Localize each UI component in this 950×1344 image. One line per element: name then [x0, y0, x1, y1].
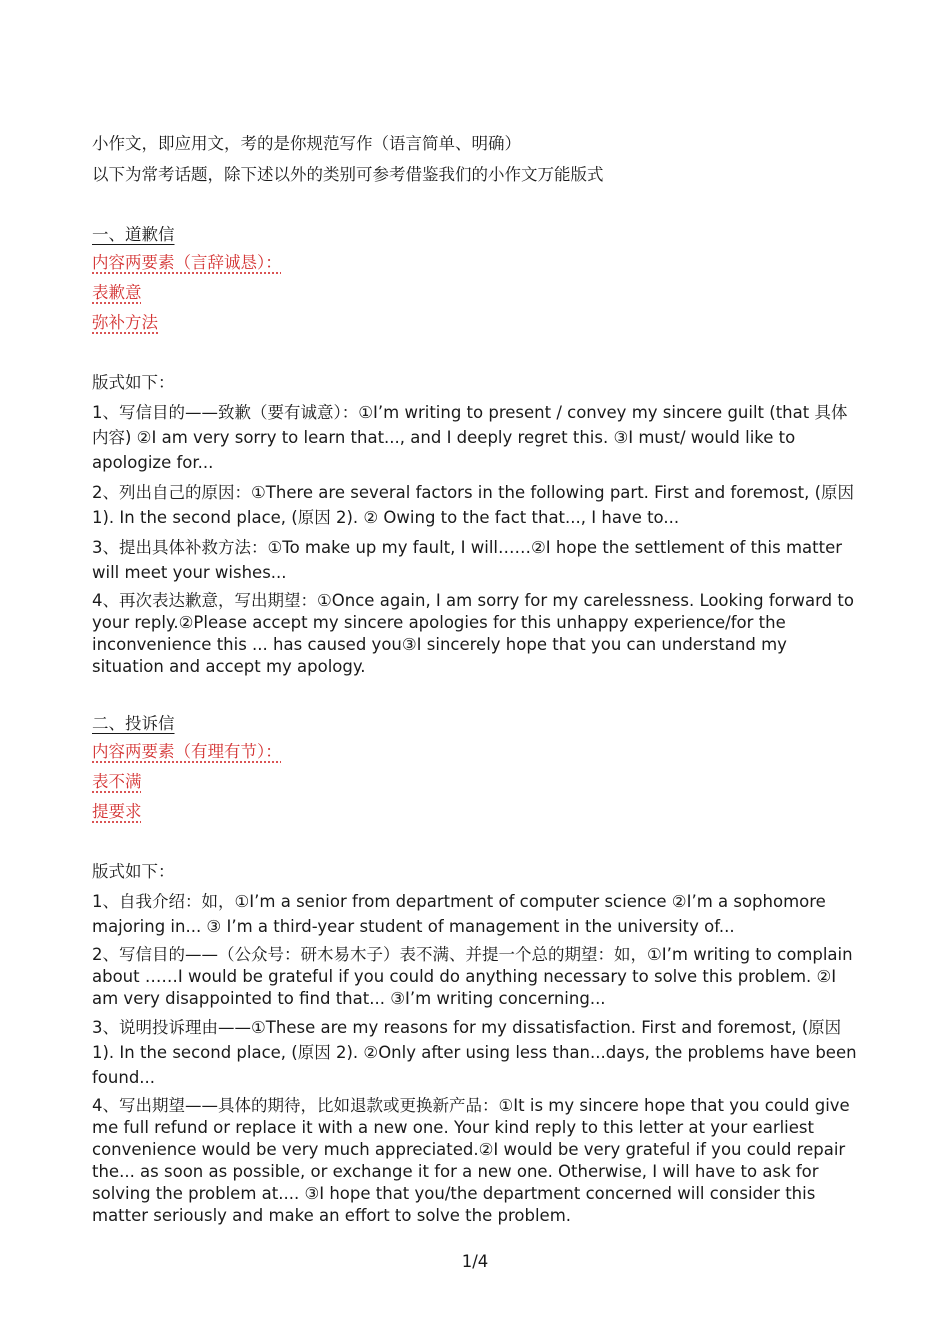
- spacer: [92, 342, 862, 372]
- apology-item-1: 1、写信目的——致歉（要有诚意）：①I’m writing to present / convey my sincere guilt (that 具体内容) ②I am very sorry to learn that..., and I deeply regret this. ③I must/ would like to apologize for...: [92, 403, 848, 472]
- section-heading-apology: 一、道歉信: [92, 225, 175, 244]
- document-body: [92, 133, 862, 1232]
- element-apology-1: 表歉意: [92, 283, 142, 302]
- apology-item-2: 2、列出自己的原因：①There are several factors in the following part. First and foremost, (原因 1). In the second place, (原因 2). ② Owing to the fact that..., I have to...: [92, 483, 855, 527]
- apology-item-4: 4、再次表达歉意，写出期望：①Once again, I am sorry for my carelessness. Looking forward to your reply.②Please accept my sincere apologies for this unhappy experience/for the inconvenience this ... has caused you③I sincerely hope that you can understand my situation and accept my apology.: [92, 591, 854, 676]
- elements-title-apology: 内容两要素（言辞诚恳）：: [92, 253, 282, 272]
- complaint-item-4: 4、写出期望——具体的期待，比如退款或更换新产品：①It is my sincere hope that you could give me full refund or replace it with a new one. Your kind reply to this letter at your earliest convenience would be very much appreciated.②I would be very grateful if you could repair the... as soon as possible, or exchange it for a new one. Otherwise, I will have to ask for solving the problem at.... ③I hope that you/the department concerned will consider this matter seriously and make an effort to solve the problem.: [92, 1096, 850, 1225]
- apology-item-3: 3、提出具体补救方法：①To make up my fault, I will……②I hope the settlement of this matter will meet your wishes...: [92, 538, 843, 582]
- spacer: [92, 831, 862, 861]
- format-label-complaint: 版式如下：: [92, 862, 175, 881]
- complaint-item-3: 3、说明投诉理由——①These are my reasons for my dissatisfaction. First and foremost, (原因 1). In the second place, (原因 2). ②Only after using less than...days, the problems have been found...: [92, 1018, 857, 1087]
- format-label-apology: 版式如下：: [92, 373, 175, 392]
- intro-line-1: 小作文，即应用文，考的是你规范写作（语言简单、明确）: [92, 134, 521, 153]
- spacer: [92, 683, 862, 713]
- element-complaint-1: 表不满: [92, 772, 142, 791]
- elements-title-complaint: 内容两要素（有理有节）：: [92, 742, 282, 761]
- element-apology-2: 弥补方法: [92, 313, 158, 332]
- element-complaint-2: 提要求: [92, 802, 142, 821]
- page-number: 1/4: [461, 1252, 489, 1271]
- section-heading-complaint: 二、投诉信: [92, 714, 175, 733]
- intro-line-2: 以下为常考话题，除下述以外的类别可参考借鉴我们的小作文万能版式: [92, 165, 604, 184]
- complaint-item-2: 2、写信目的——（公众号：研木易木子）表不满、并提一个总的期望：如，①I’m writing to complain about ……I would be grateful if you could do anything necessary to solve this problem. ②I am very disappointed to find that... ③I’m writing concerning...: [92, 945, 853, 1008]
- complaint-item-1: 1、自我介绍：如，①I’m a senior from department of computer science ②I’m a sophomore majoring in... ③ I’m a third-year student of management in the university of...: [92, 892, 826, 936]
- spacer: [92, 186, 862, 224]
